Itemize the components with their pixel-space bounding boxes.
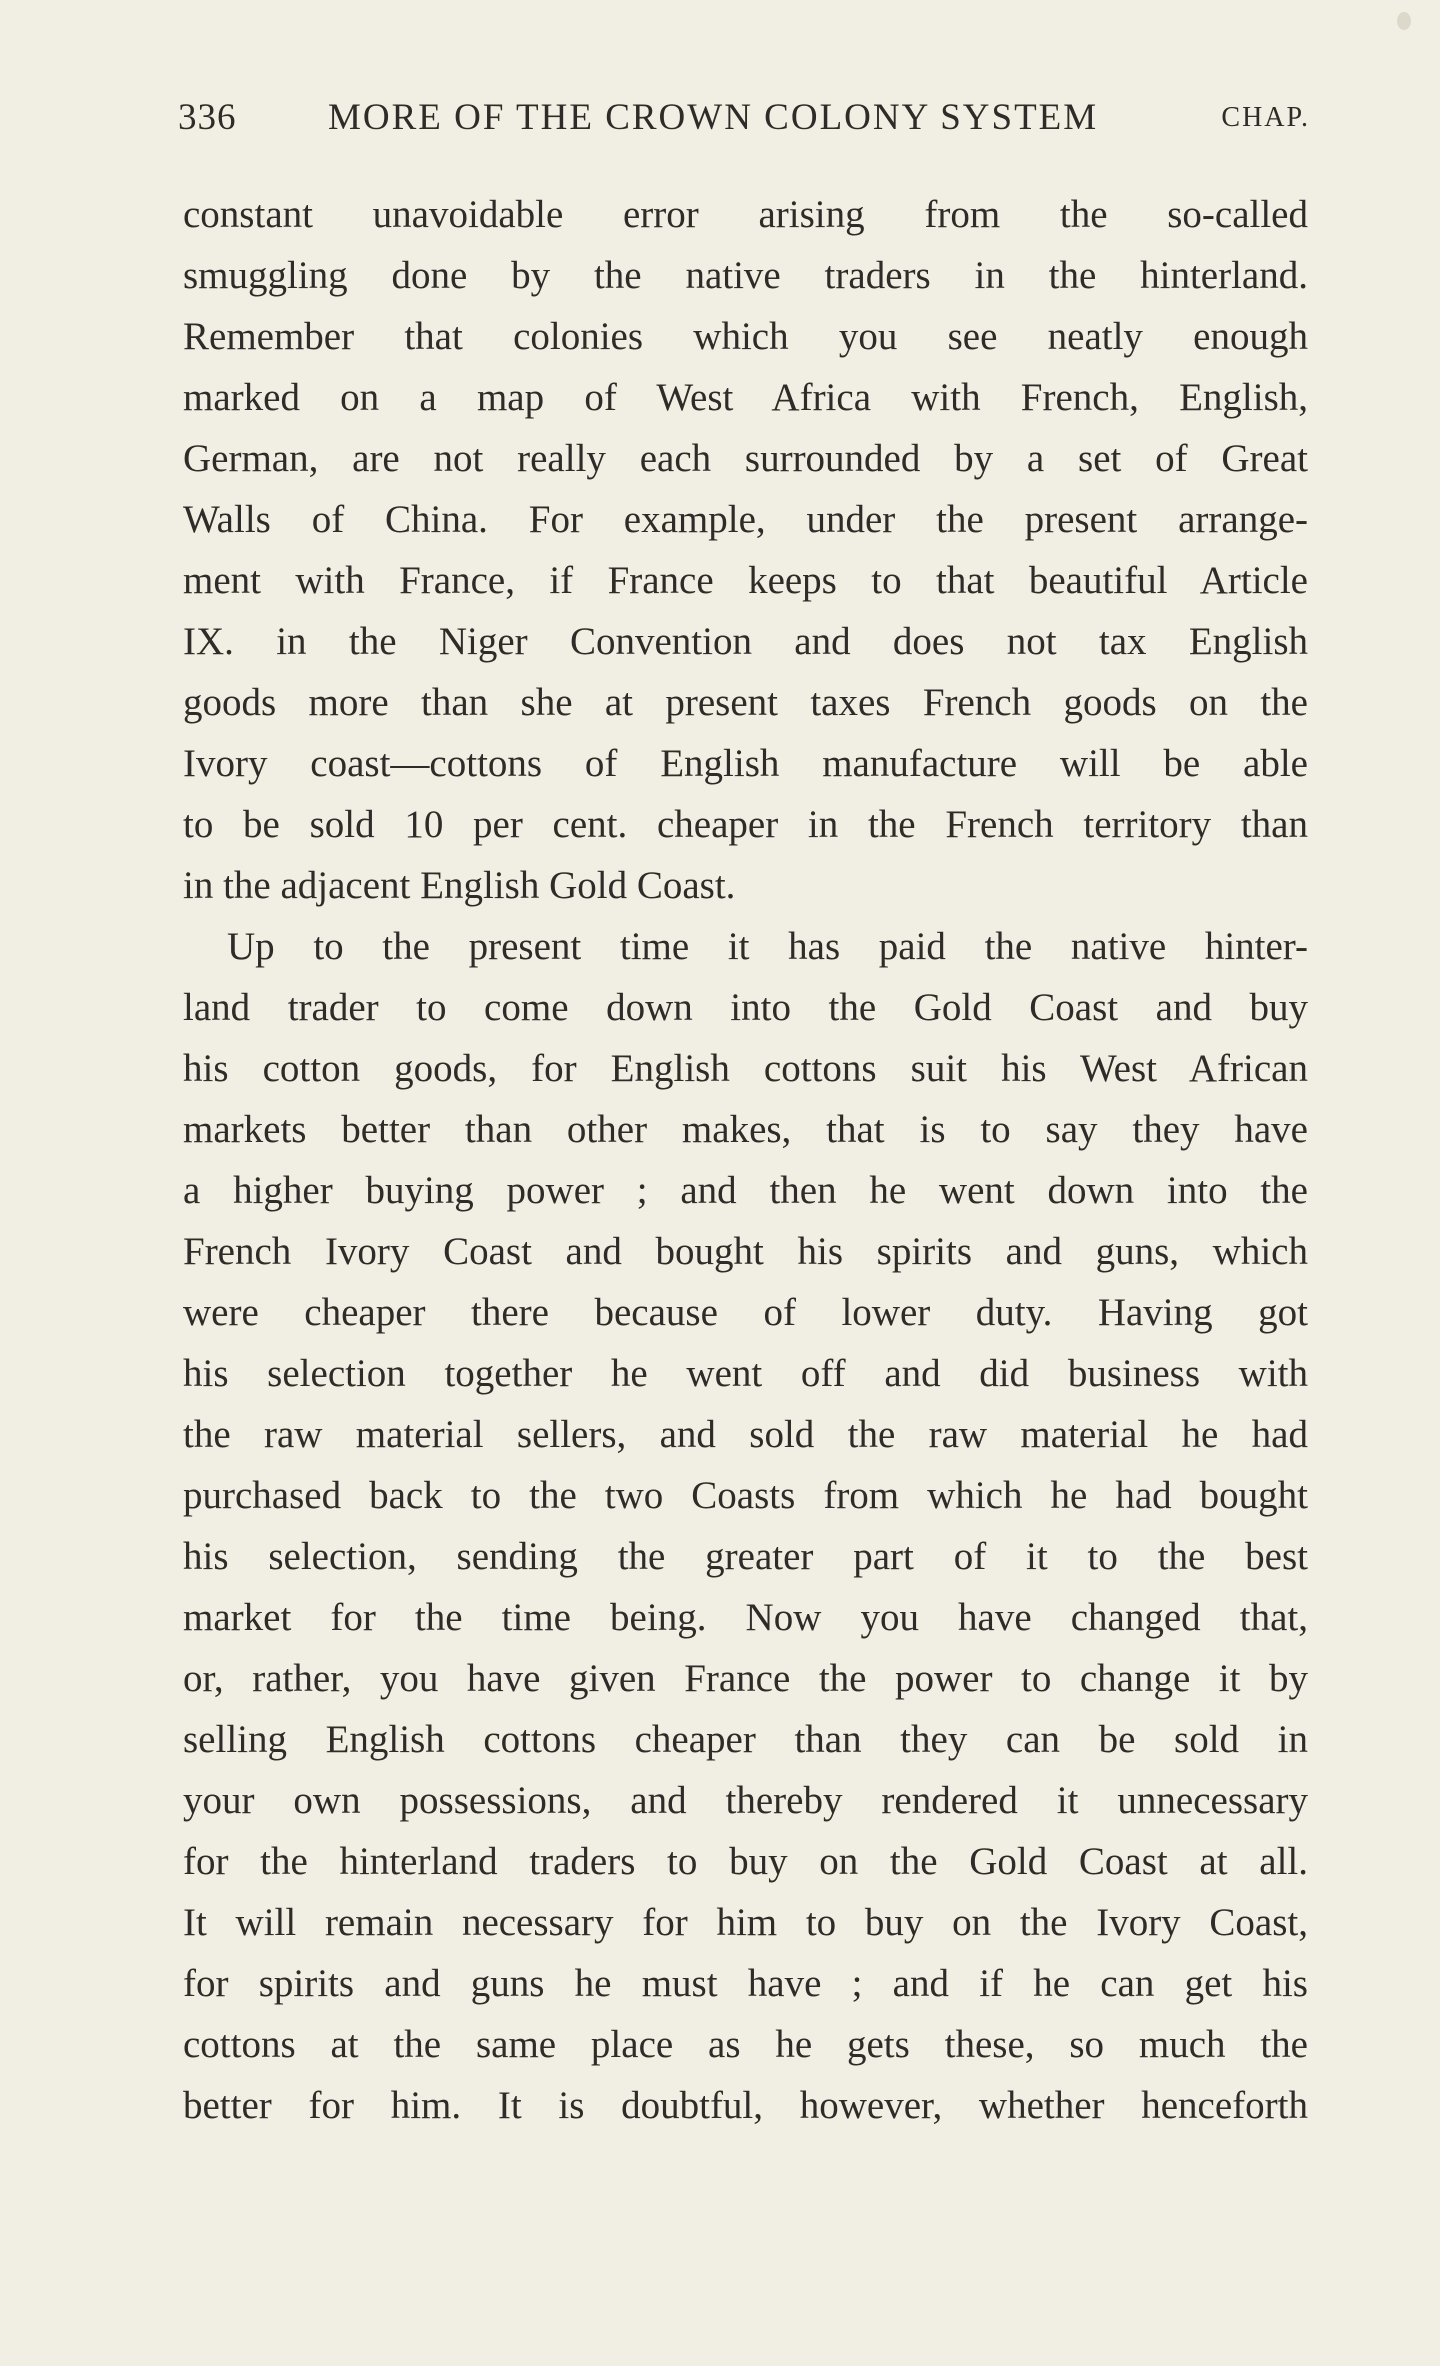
text-line: cottons at the same place as he gets these, so much the <box>183 2023 1308 2066</box>
text-line: Ivory coast—cottons of English manufacture will be able <box>183 742 1308 785</box>
text-line: constant unavoidable error arising from the so-called <box>183 193 1308 236</box>
text-line: IX. in the Niger Convention and does not tax English <box>183 620 1308 663</box>
text-line: or, rather, you have given France the power to change it by <box>183 1657 1308 1700</box>
text-line: markets better than other makes, that is to say they have <box>183 1108 1308 1151</box>
running-head <box>178 96 1310 152</box>
page-number: 336 <box>178 97 237 138</box>
text-line: Walls of China. For example, under the present arrange- <box>183 498 1308 541</box>
text-line: the raw material sellers, and sold the raw material he had <box>183 1413 1308 1456</box>
text-line: were cheaper there because of lower duty. Having got <box>183 1291 1308 1334</box>
text-line: smuggling done by the native traders in the hinterland. <box>183 254 1308 297</box>
text-line: in the adjacent English Gold Coast. <box>183 864 736 907</box>
paper-spot <box>1397 12 1411 30</box>
text-line: French Ivory Coast and bought his spirits and guns, which <box>183 1230 1308 1273</box>
text-line: better for him. It is doubtful, however, whether henceforth <box>183 2084 1308 2127</box>
text-line: purchased back to the two Coasts from which he had bought <box>183 1474 1308 1517</box>
text-line: to be sold 10 per cent. cheaper in the French territory than <box>183 803 1308 846</box>
body-text <box>183 184 1308 2136</box>
text-line: your own possessions, and thereby rendered it unnecessary <box>183 1779 1308 1822</box>
text-line: marked on a map of West Africa with French, English, <box>183 376 1308 419</box>
text-line: selling English cottons cheaper than they can be sold in <box>183 1718 1308 1761</box>
text-line: It will remain necessary for him to buy on the Ivory Coast, <box>183 1901 1308 1944</box>
text-line: for the hinterland traders to buy on the Gold Coast at all. <box>183 1840 1308 1883</box>
running-title: MORE OF THE CROWN COLONY SYSTEM <box>328 97 1099 138</box>
paragraph-1 <box>183 184 1308 916</box>
text-line: his selection together he went off and did business with <box>183 1352 1308 1395</box>
text-line: ment with France, if France keeps to that beautiful Article <box>183 559 1308 602</box>
text-line: a higher buying power ; and then he went down into the <box>183 1169 1308 1212</box>
text-line: his selection, sending the greater part of it to the best <box>183 1535 1308 1578</box>
text-line: German, are not really each surrounded by a set of Great <box>183 437 1308 480</box>
text-line: Up to the present time it has paid the native hinter- <box>227 925 1308 968</box>
text-line: Remember that colonies which you see neatly enough <box>183 315 1308 358</box>
text-line: for spirits and guns he must have ; and if he can get his <box>183 1962 1308 2005</box>
text-line: land trader to come down into the Gold Coast and buy <box>183 986 1308 1029</box>
paragraph-2 <box>183 916 1308 2136</box>
text-line: his cotton goods, for English cottons suit his West African <box>183 1047 1308 1090</box>
text-line: goods more than she at present taxes French goods on the <box>183 681 1308 724</box>
text-line: market for the time being. Now you have changed that, <box>183 1596 1308 1639</box>
chapter-label: CHAP. <box>1221 102 1310 133</box>
